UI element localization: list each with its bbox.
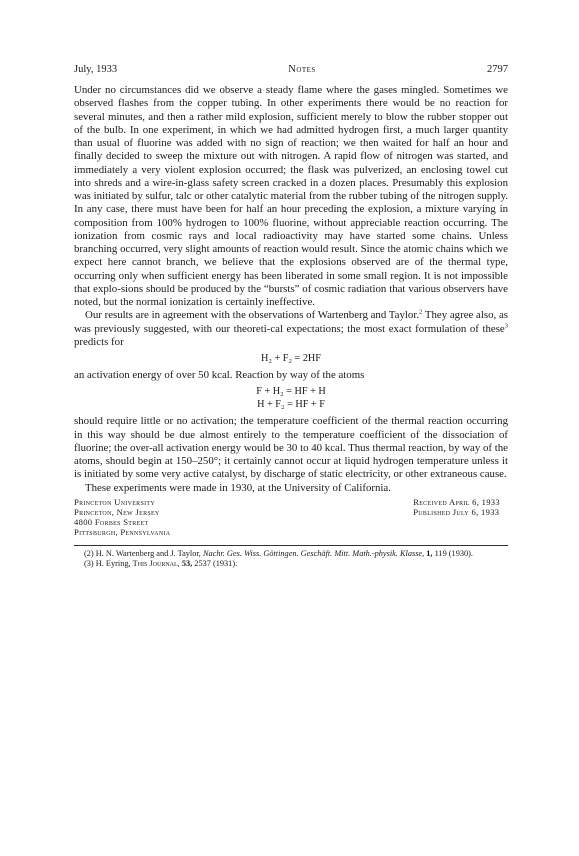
footnote-2 (74, 549, 508, 559)
received-date: Received April 6, 1933 (413, 496, 500, 507)
publication-dates (413, 497, 500, 538)
footnote-journal: Nachr. Ges. Wiss. Göttingen. Geschäft. Mitt. Math.-physik. Klasse, (202, 548, 425, 558)
footnotes (74, 549, 508, 569)
footnote-authors: H. Eyring, (95, 558, 131, 568)
footnote-number: (2) (84, 548, 94, 558)
equation-overall-reaction: H₂ + F₂ = 2HF (261, 353, 321, 364)
equation-h-f2: H + F₂ = HF + F (257, 399, 325, 411)
address-line: Pittsburgh, Pennsylvania (74, 527, 171, 538)
agreement-text-b: They agree also, as was previously suggested, with our theoreti-cal expectations; the most exact formulation of these (74, 309, 508, 335)
header-date: July, 1933 (74, 64, 118, 75)
author-address-block (74, 497, 508, 538)
paragraph-acknowledgement: These experiments were made in 1930, at the University of California. (85, 481, 391, 494)
paragraph-agreement (74, 309, 508, 349)
footnote-ref-2[interactable]: 2 (419, 308, 423, 316)
footnote-3 (74, 559, 508, 569)
footnote-journal: This Journal, (132, 558, 180, 568)
header-page-number: 2797 (486, 64, 508, 75)
footnote-volume: 1, (426, 548, 433, 558)
journal-page (74, 64, 508, 569)
footnote-volume: 53, (181, 558, 193, 568)
paragraph-activation: an activation energy of over 50 kcal. Reaction by way of the atoms (74, 369, 365, 381)
equation-atom-chain (74, 385, 508, 411)
article-body (74, 84, 508, 495)
agreement-text-a: Our results are in agreement with the observations of Wartenberg and Taylor. (85, 309, 420, 322)
footnote-ref-3[interactable]: 3 (504, 321, 508, 329)
footnote-pages: 2537 (1931). (194, 558, 238, 568)
running-header (74, 64, 508, 80)
footnote-pages: 119 (1930). (434, 548, 473, 558)
equation-f-h2: F + H₂ = HF + H (256, 386, 326, 398)
institution-address (74, 497, 170, 538)
agreement-text-c: predicts for (74, 335, 124, 348)
address-line: Princeton University (74, 496, 156, 507)
paragraph-thermal: should require little or no activation; the temperature coefficient of the thermal reaction occurring in this way should be due almost entirely to the temperature coefficient of the dissociation of fluorine; the over-all activation energy would be 30 to 40 kcal. Thus thermal reaction, by way of the atoms, should begin at 150–250°; it certainly cannot occur at liquid hydrogen temperature unless it is initiated by some very active catalyst, by discharge of static electricity, or other extraneous cause. (74, 415, 508, 481)
published-date: Published July 6, 1933 (413, 506, 500, 517)
address-line: 4800 Forbes Street (74, 517, 149, 528)
paragraph-experiments: Under no circumstances did we observe a steady flame where the gases mingled. Sometimes we observed flashes from the copper tubing. In other experiments there would be no reaction for several minutes, and then a rather mild explosion, sufficient merely to blow the rubber stopper out of the bulb. In one experiment, in which we had admitted hydrogen first, a much larger quantity than usual of fluorine was added with no sign of reaction; we then waited for half an hour and finally decided to sweep the mixture out with nitrogen. A rapid flow of nitrogen was started, and immediately a very violent explosion occurred; the flask was pulverized, an enclosing towel cut into shreds and a wire-in-glass safety screen cracked in a dozen places. Presumably this explosion was initiated by sulfur, talc or other catalytic material from the rubber tubing of the nitrogen supply. In any case, there must have been for half an hour preceding the explosion, a mixture varying in composition from 100% hydrogen to 100% fluorine, without appreciable reaction occurring. The ionization from cosmic rays and local radioactivity may have started some chains. Unless branching occurred, very slight amounts of reaction would result. Since the atomic chains which we expect here cannot branch, we believe that the explosions observed are of the thermal type, occurring only when sufficient energy has been liberated in some small region. It is not impossible that explo-sions should be produced by the “bursts” of cosmic radiation that various observers have noted, but the normal ionization is certainly ineffective. (74, 84, 508, 308)
header-section: Notes (288, 64, 316, 75)
footnote-number: (3) (84, 558, 94, 568)
footnote-divider (74, 545, 508, 546)
footnote-authors: H. N. Wartenberg and J. Taylor, (95, 548, 201, 558)
address-line: Princeton, New Jersey (74, 506, 160, 517)
